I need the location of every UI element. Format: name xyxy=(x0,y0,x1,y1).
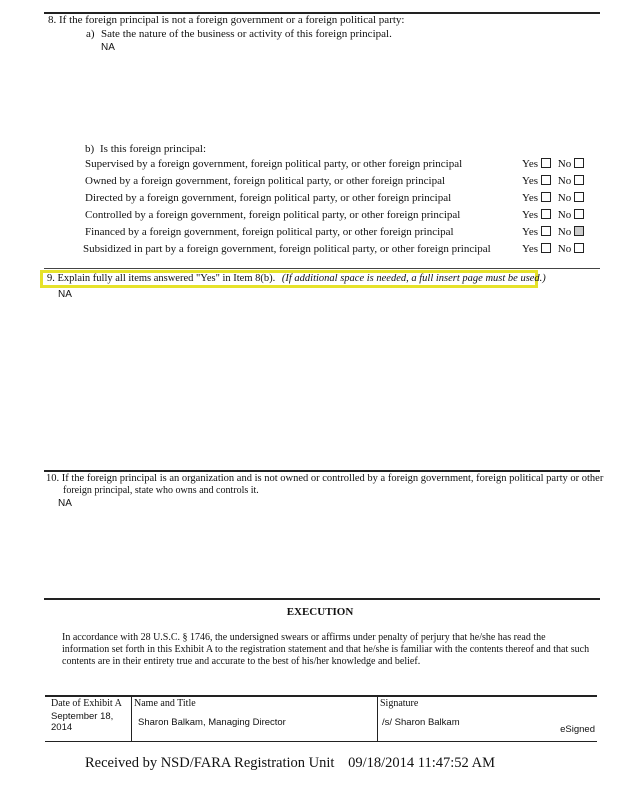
item9-answer: NA xyxy=(58,289,72,300)
name-cell xyxy=(134,697,374,741)
signature-cell xyxy=(380,697,597,741)
item8b-text: Is this foreign principal: xyxy=(100,143,207,155)
name-value: Sharon Balkam, Managing Director xyxy=(138,717,286,728)
execution-rule xyxy=(44,598,600,600)
no-checkbox[interactable] xyxy=(574,209,584,219)
row-checkboxes-supervised xyxy=(522,158,588,170)
row-checkboxes-subsidized xyxy=(522,243,588,255)
received-stamp xyxy=(85,755,495,772)
yes-label: Yes xyxy=(522,243,539,255)
item8b-label: b) xyxy=(85,143,95,155)
item10-rule xyxy=(44,470,600,472)
no-checkbox[interactable] xyxy=(574,192,584,202)
item8a-text: Sate the nature of the business or activity of this foreign principal. xyxy=(101,28,392,40)
row-label-supervised: Supervised by a foreign government, foreign political party, or other foreign principal xyxy=(85,158,463,170)
yes-label: Yes xyxy=(522,226,539,238)
no-label: No xyxy=(557,192,572,204)
row-checkboxes-directed xyxy=(522,192,588,204)
yes-checkbox[interactable] xyxy=(541,192,551,202)
row-checkboxes-financed xyxy=(522,226,588,238)
item10-answer: NA xyxy=(58,498,72,509)
no-label: No xyxy=(557,175,572,187)
date-cell xyxy=(51,697,131,741)
row-label-subsidized: Subsidized in part by a foreign government, foreign political party, or other foreign principal xyxy=(83,243,491,255)
execution-heading: EXECUTION xyxy=(286,606,354,618)
row-label-financed: Financed by a foreign government, foreign political party, or other foreign principal xyxy=(85,226,454,238)
execution-table xyxy=(45,695,597,742)
yes-checkbox[interactable] xyxy=(541,243,551,253)
no-label: No xyxy=(557,226,572,238)
yes-label: Yes xyxy=(522,175,539,187)
row-label-owned: Owned by a foreign government, foreign political party, or other foreign principal xyxy=(85,175,446,187)
item8a-label: a) xyxy=(86,28,95,40)
no-checkbox[interactable] xyxy=(574,243,584,253)
item10-line2: foreign principal, state who owns and controls it. xyxy=(63,485,259,496)
esigned-label: eSigned xyxy=(560,724,595,735)
item8-title: 8. If the foreign principal is not a foreign government or a foreign political party: xyxy=(48,14,405,26)
name-header: Name and Title xyxy=(134,698,196,709)
item9-note: (If additional space is needed, a full insert page must be used.) xyxy=(281,273,546,284)
yes-label: Yes xyxy=(522,158,539,170)
yes-label: Yes xyxy=(522,209,539,221)
received-timestamp: 09/18/2014 11:47:52 AM xyxy=(348,755,495,771)
yes-checkbox[interactable] xyxy=(541,175,551,185)
received-text: Received by NSD/FARA Registration Unit xyxy=(85,755,335,771)
row-checkboxes-controlled xyxy=(522,209,588,221)
item8a-answer: NA xyxy=(101,42,115,53)
yes-checkbox[interactable] xyxy=(541,226,551,236)
no-checkbox[interactable] xyxy=(574,175,584,185)
yes-checkbox[interactable] xyxy=(541,209,551,219)
execution-line2: information set forth in this Exhibit A to the registration statement and that he/she is familiar with the contents thereof and that such xyxy=(62,644,590,655)
execution-line1: In accordance with 28 U.S.C. § 1746, the undersigned swears or affirms under penalty of perjury that he/she has read the xyxy=(62,632,546,643)
row-checkboxes-owned xyxy=(522,175,588,187)
row-label-directed: Directed by a foreign government, foreign political party, or other foreign principal xyxy=(85,192,452,204)
yes-label: Yes xyxy=(522,192,539,204)
no-label: No xyxy=(557,158,572,170)
no-checkbox[interactable] xyxy=(574,226,584,236)
date-value-1: September 18, xyxy=(51,711,114,722)
item9-question xyxy=(47,273,546,284)
signature-value: /s/ Sharon Balkam xyxy=(382,717,460,728)
item9-rule xyxy=(44,268,600,269)
date-header: Date of Exhibit A xyxy=(51,698,122,709)
no-label: No xyxy=(557,243,572,255)
date-value-2: 2014 xyxy=(51,722,73,733)
execution-line3: contents are in their entirety true and accurate to the best of his/her knowledge and belief. xyxy=(62,656,421,667)
item10-line1: 10. If the foreign principal is an organization and is not owned or controlled by a foreign government, foreign political party or other xyxy=(46,473,604,484)
signature-header: Signature xyxy=(380,698,419,709)
yes-checkbox[interactable] xyxy=(541,158,551,168)
col-sep-1 xyxy=(131,697,132,741)
row-label-controlled: Controlled by a foreign government, foreign political party, or other foreign principal xyxy=(85,209,461,221)
no-label: No xyxy=(557,209,572,221)
item9-text: 9. Explain fully all items answered "Yes" in Item 8(b). xyxy=(47,273,276,284)
col-sep-2 xyxy=(377,697,378,741)
no-checkbox[interactable] xyxy=(574,158,584,168)
